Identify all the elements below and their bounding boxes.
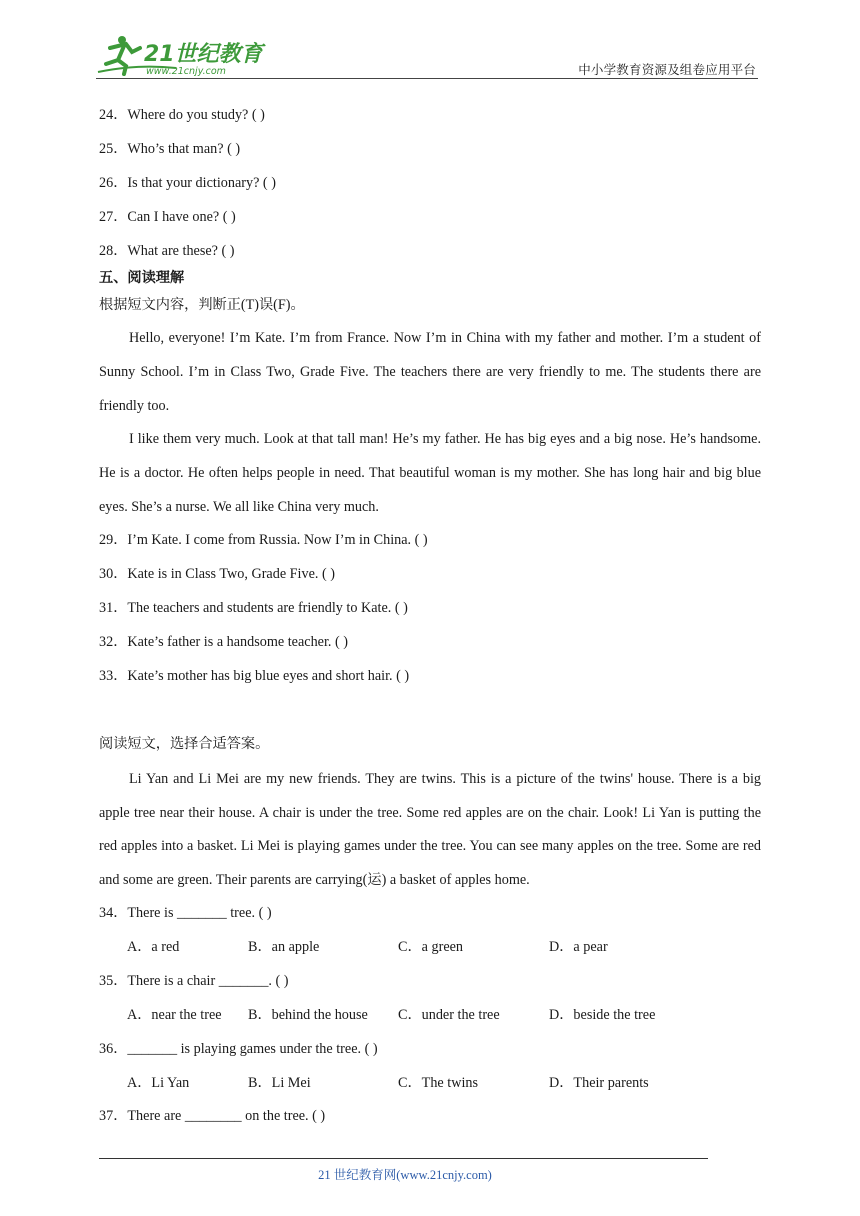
option-d: D．beside the tree [549, 1006, 656, 1023]
question-33: 33．Kate’s mother has big blue eyes and short hair. ( ) [99, 667, 410, 684]
option-a: A．a red [127, 938, 180, 955]
question-25: 25．Who’s that man? ( ) [99, 141, 241, 157]
option-c: C．under the tree [398, 1006, 500, 1023]
option-b: B．behind the house [248, 1006, 368, 1023]
option-b: B．Li Mei [248, 1074, 311, 1091]
page-footer [0, 1165, 860, 1183]
question-24: 24．Where do you study? ( ) [99, 107, 265, 123]
section-title: 五、阅读理解 [99, 270, 185, 286]
options-34 [99, 932, 761, 966]
question-29: 29．I’m Kate. I come from Russia. Now I’m in China. ( ) [99, 531, 428, 548]
option-c: C．The twins [398, 1074, 478, 1091]
brand-logo [96, 34, 266, 78]
question-35: 35．There is a chair _______. ( ) [99, 972, 289, 989]
section-instruction: 根据短文内容，判断正(T)误(F)。 [99, 297, 305, 313]
question-26: 26．Is that your dictionary? ( ) [99, 175, 276, 191]
option-a: A．near the tree [127, 1006, 222, 1023]
spacer [99, 695, 761, 729]
platform-tagline: 中小学教育资源及组卷应用平台 [578, 63, 756, 77]
option-a: A．Li Yan [127, 1074, 190, 1091]
option-d: D．Their parents [549, 1074, 649, 1091]
question-27: 27．Can I have one? ( ) [99, 209, 236, 225]
svg-text:www.21cnjy.com: www.21cnjy.com [146, 66, 226, 77]
question-36: 36．_______ is playing games under the tree. ( ) [99, 1040, 378, 1057]
footer-divider [99, 1158, 708, 1159]
option-d: D．a pear [549, 938, 608, 955]
question-34: 34．There is _______ tree. ( ) [99, 904, 272, 921]
reading2-instruction: 阅读短文，选择合适答案。 [99, 735, 270, 752]
option-b: B．an apple [248, 938, 320, 955]
reading-paragraph-2: I like them very much. Look at that tall man! He’s my father. He has big eyes and a big nose. He’s handsome. He is a doctor. He often helps people in need. That beautiful woman is my mother. She has long hair and big blue eyes. She’s a nurse. We all like China very much. [99, 431, 761, 515]
question-37: 37．There are ________ on the tree. ( ) [99, 1108, 326, 1125]
question-31: 31．The teachers and students are friendly to Kate. ( ) [99, 599, 408, 616]
runner-logo-icon [96, 34, 266, 78]
header-divider [96, 78, 758, 79]
footer-source: 21 世纪教育网(www.21cnjy.com) [318, 1168, 492, 1182]
question-28: 28．What are these? ( ) [99, 243, 235, 259]
option-c: C．a green [398, 938, 464, 955]
question-30: 30．Kate is in Class Two, Grade Five. ( ) [99, 565, 335, 582]
page-header [0, 0, 860, 80]
reading-paragraph-1: Hello, everyone! I’m Kate. I’m from France. Now I’m in China with my father and mother. I’m a student of Sunny School. I’m in Class Two, Grade Five. The teachers there are very friendly to me. The students there are friendly too. [99, 330, 761, 414]
exam-content [99, 100, 761, 1135]
options-36 [99, 1068, 761, 1102]
svg-text:21世纪教育: 21世纪教育 [144, 42, 263, 67]
reading2-paragraph: Li Yan and Li Mei are my new friends. They are twins. This is a picture of the twins' house. There is a big apple tree near their house. A chair is under the tree. Some red apples are on the chair. Look! Li Yan is putting the red apples into a basket. Li Mei is playing games under the tree. You can see many apples on the tree. Some are red and some are green. Their parents are carrying(运) a basket of apples home. [99, 770, 761, 889]
question-32: 32．Kate’s father is a handsome teacher. ( ) [99, 633, 348, 650]
options-35 [99, 1000, 761, 1034]
